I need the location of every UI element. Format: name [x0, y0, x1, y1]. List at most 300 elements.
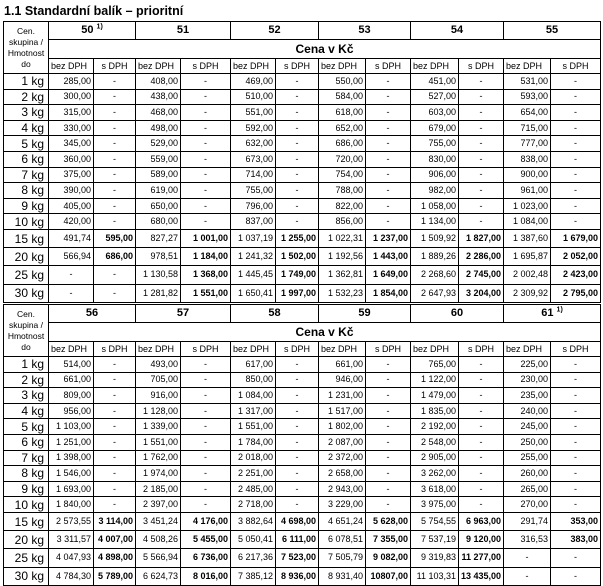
weight-label: 15 kg: [4, 229, 49, 247]
price-without-vat: 2 397,00: [136, 497, 181, 513]
price-with-vat: -: [366, 388, 411, 404]
price-without-vat: 1 479,00: [411, 388, 459, 404]
corner-label-line: Cen.: [17, 25, 35, 36]
footnote-marker: 1): [556, 306, 563, 314]
price-without-vat: 330,00: [49, 120, 94, 136]
price-without-vat: 498,00: [136, 120, 181, 136]
price-with-vat: -: [276, 481, 319, 497]
price-without-vat: 4 508,26: [136, 531, 181, 549]
price-without-vat: 493,00: [136, 357, 181, 373]
price-with-vat: -: [551, 481, 601, 497]
price-without-vat: 1 509,92: [411, 229, 459, 247]
price-with-vat: -: [94, 136, 136, 152]
weight-label: 20 kg: [4, 531, 49, 549]
corner-label-line: Cen.: [17, 308, 35, 319]
price-without-vat: 2 018,00: [231, 450, 276, 466]
price-group-label: 56: [85, 307, 99, 319]
price-with-vat: -: [276, 167, 319, 183]
price-with-vat: -: [94, 151, 136, 167]
price-group-header: [411, 305, 504, 323]
price-without-vat: 654,00: [504, 105, 551, 121]
price-with-vat: 4 898,00: [94, 549, 136, 567]
price-with-vat: 9 120,00: [459, 531, 504, 549]
price-with-vat: 2 286,00: [459, 248, 504, 266]
price-without-vat: 6 624,73: [136, 567, 181, 585]
price-with-vat: -: [181, 357, 231, 373]
price-without-vat: 900,00: [504, 167, 551, 183]
header-without-vat: bez DPH: [319, 59, 366, 74]
price-without-vat: 7 385,12: [231, 567, 276, 585]
table-row: [4, 497, 601, 513]
price-with-vat: -: [181, 214, 231, 230]
group-header-row: [4, 305, 601, 323]
price-without-vat: 2 943,00: [319, 481, 366, 497]
price-without-vat: 291,74: [504, 512, 551, 530]
price-with-vat: -: [366, 105, 411, 121]
weight-label: 25 kg: [4, 266, 49, 284]
price-group-header: [49, 22, 136, 40]
price-without-vat: 255,00: [504, 450, 551, 466]
price-without-vat: 1 023,00: [504, 198, 551, 214]
weight-label: 5 kg: [4, 419, 49, 435]
price-with-vat: 1 551,00: [181, 284, 231, 302]
price-without-vat: 1 317,00: [231, 403, 276, 419]
price-with-vat: -: [94, 105, 136, 121]
price-with-vat: -: [366, 450, 411, 466]
price-with-vat: -: [551, 466, 601, 482]
price-without-vat: 720,00: [319, 151, 366, 167]
price-without-vat: 603,00: [411, 105, 459, 121]
price-without-vat: 1 130,58: [136, 266, 181, 284]
price-with-vat: -: [366, 357, 411, 373]
corner-label: [4, 22, 49, 74]
footnote-marker: 1): [96, 23, 103, 31]
price-group-label: 55: [545, 24, 559, 36]
price-without-vat: 827,27: [136, 229, 181, 247]
price-group-label: 59: [358, 307, 371, 319]
price-with-vat: -: [459, 151, 504, 167]
price-without-vat: 1 974,00: [136, 466, 181, 482]
price-without-vat: 679,00: [411, 120, 459, 136]
price-with-vat: -: [94, 497, 136, 513]
price-with-vat: -: [459, 198, 504, 214]
price-without-vat: 550,00: [319, 74, 366, 90]
price-group-label: 50: [81, 24, 94, 36]
price-with-vat: -: [276, 105, 319, 121]
price-with-vat: -: [551, 89, 601, 105]
price-group-header: [504, 305, 601, 323]
price-with-vat: 3 204,00: [459, 284, 504, 302]
weight-label: 7 kg: [4, 450, 49, 466]
price-group-header: [504, 22, 601, 40]
price-without-vat: 1 084,00: [504, 214, 551, 230]
price-without-vat: 1 362,81: [319, 266, 366, 284]
price-with-vat: 1 502,00: [276, 248, 319, 266]
price-with-vat: 1 827,00: [459, 229, 504, 247]
price-without-vat: 469,00: [231, 74, 276, 90]
price-with-vat: -: [459, 183, 504, 199]
weight-label: 9 kg: [4, 481, 49, 497]
price-without-vat: 619,00: [136, 183, 181, 199]
price-without-vat: 1 802,00: [319, 419, 366, 435]
price-without-vat: 1 103,00: [49, 419, 94, 435]
price-with-vat: -: [459, 167, 504, 183]
price-with-vat: 2 795,00: [551, 284, 601, 302]
price-with-vat: -: [94, 167, 136, 183]
price-with-vat: -: [366, 89, 411, 105]
price-with-vat: -: [459, 74, 504, 90]
price-without-vat: 3 311,57: [49, 531, 94, 549]
price-with-vat: -: [94, 357, 136, 373]
price-without-vat: 5 566,94: [136, 549, 181, 567]
table-row: [4, 89, 601, 105]
price-without-vat: 3 975,00: [411, 497, 459, 513]
price-with-vat: 1 237,00: [366, 229, 411, 247]
price-with-vat: -: [181, 403, 231, 419]
table-row: [4, 284, 601, 302]
price-without-vat: 408,00: [136, 74, 181, 90]
price-with-vat: -: [94, 74, 136, 90]
price-with-vat: 1 255,00: [276, 229, 319, 247]
price-without-vat: 618,00: [319, 105, 366, 121]
price-with-vat: -: [551, 136, 601, 152]
price-with-vat: 1 184,00: [181, 248, 231, 266]
price-without-vat: 420,00: [49, 214, 94, 230]
price-with-vat: 6 736,00: [181, 549, 231, 567]
price-with-vat: -: [94, 183, 136, 199]
price-without-vat: 1 251,00: [49, 434, 94, 450]
price-without-vat: 1 784,00: [231, 434, 276, 450]
header-with-vat: s DPH: [181, 342, 231, 357]
corner-label-line: Hmotnost: [7, 330, 45, 341]
price-with-vat: -: [366, 198, 411, 214]
price-with-vat: -: [366, 403, 411, 419]
price-without-vat: 2 573,55: [49, 512, 94, 530]
price-with-vat: -: [459, 136, 504, 152]
price-without-vat: 1 128,00: [136, 403, 181, 419]
price-without-vat: 285,00: [49, 74, 94, 90]
header-with-vat: s DPH: [459, 342, 504, 357]
table-row: [4, 434, 601, 450]
price-with-vat: -: [276, 419, 319, 435]
price-with-vat: -: [551, 357, 601, 373]
price-with-vat: -: [366, 183, 411, 199]
corner-label-line: do: [21, 58, 31, 69]
header-with-vat: s DPH: [366, 342, 411, 357]
price-with-vat: -: [459, 434, 504, 450]
price-without-vat: 360,00: [49, 151, 94, 167]
price-header: Cena v Kč: [49, 40, 601, 59]
price-with-vat: -: [459, 403, 504, 419]
price-with-vat: -: [459, 105, 504, 121]
price-header: Cena v Kč: [49, 323, 601, 342]
price-without-vat: 850,00: [231, 372, 276, 388]
price-with-vat: -: [181, 105, 231, 121]
price-without-vat: 830,00: [411, 151, 459, 167]
price-without-vat: -: [504, 549, 551, 567]
price-without-vat: 405,00: [49, 198, 94, 214]
header-without-vat: bez DPH: [504, 59, 551, 74]
price-without-vat: 451,00: [411, 74, 459, 90]
price-with-vat: 8 016,00: [181, 567, 231, 585]
price-with-vat: -: [551, 105, 601, 121]
price-without-vat: 270,00: [504, 497, 551, 513]
price-without-vat: 796,00: [231, 198, 276, 214]
price-without-vat: 7 505,79: [319, 549, 366, 567]
table-row: [4, 419, 601, 435]
price-without-vat: 837,00: [231, 214, 276, 230]
price-with-vat: -: [551, 214, 601, 230]
price-without-vat: 2 485,00: [231, 481, 276, 497]
price-with-vat: -: [94, 89, 136, 105]
price-without-vat: 956,00: [49, 403, 94, 419]
price-without-vat: 652,00: [319, 120, 366, 136]
price-without-vat: 1 134,00: [411, 214, 459, 230]
price-with-vat: -: [551, 549, 601, 567]
price-header-row: [4, 323, 601, 342]
price-with-vat: 3 114,00: [94, 512, 136, 530]
price-without-vat: 235,00: [504, 388, 551, 404]
price-with-vat: 4 007,00: [94, 531, 136, 549]
price-with-vat: -: [459, 450, 504, 466]
price-group-label: 58: [268, 307, 281, 319]
weight-label: 8 kg: [4, 466, 49, 482]
price-with-vat: 9 082,00: [366, 549, 411, 567]
price-without-vat: 2 647,93: [411, 284, 459, 302]
price-with-vat: -: [551, 183, 601, 199]
price-with-vat: -: [181, 497, 231, 513]
header-without-vat: bez DPH: [49, 342, 94, 357]
price-with-vat: -: [551, 419, 601, 435]
price-with-vat: 13 435,00: [459, 567, 504, 585]
price-with-vat: 5 789,00: [94, 567, 136, 585]
weight-label: 10 kg: [4, 214, 49, 230]
price-group-header: [231, 22, 319, 40]
price-group-label: 53: [358, 24, 371, 36]
price-with-vat: -: [181, 481, 231, 497]
price-without-vat: 1 546,00: [49, 466, 94, 482]
price-without-vat: 300,00: [49, 89, 94, 105]
price-with-vat: -: [459, 89, 504, 105]
price-without-vat: 260,00: [504, 466, 551, 482]
price-with-vat: -: [276, 434, 319, 450]
price-with-vat: -: [94, 434, 136, 450]
price-with-vat: -: [459, 214, 504, 230]
price-group-label: 57: [176, 307, 190, 319]
price-without-vat: 1 889,26: [411, 248, 459, 266]
price-without-vat: 1 387,60: [504, 229, 551, 247]
price-without-vat: 265,00: [504, 481, 551, 497]
price-group-label: 54: [450, 24, 464, 36]
price-without-vat: 551,00: [231, 105, 276, 121]
price-without-vat: 680,00: [136, 214, 181, 230]
price-without-vat: 1 695,87: [504, 248, 551, 266]
weight-label: 2 kg: [4, 89, 49, 105]
weight-label: 9 kg: [4, 198, 49, 214]
price-with-vat: -: [551, 151, 601, 167]
price-without-vat: 2 185,00: [136, 481, 181, 497]
price-with-vat: -: [181, 419, 231, 435]
weight-label: 1 kg: [4, 357, 49, 373]
table-row: [4, 549, 601, 567]
price-with-vat: -: [366, 466, 411, 482]
price-without-vat: 2 309,92: [504, 284, 551, 302]
header-without-vat: bez DPH: [231, 59, 276, 74]
price-with-vat: -: [276, 450, 319, 466]
weight-label: 1 kg: [4, 74, 49, 90]
price-without-vat: 715,00: [504, 120, 551, 136]
price-header-row: [4, 40, 601, 59]
price-without-vat: 315,00: [49, 105, 94, 121]
price-with-vat: -: [551, 388, 601, 404]
price-without-vat: 754,00: [319, 167, 366, 183]
price-table-2: [3, 304, 601, 586]
table-row: [4, 198, 601, 214]
price-with-vat: -: [94, 372, 136, 388]
table-row: [4, 105, 601, 121]
price-without-vat: 5 050,41: [231, 531, 276, 549]
price-without-vat: 345,00: [49, 136, 94, 152]
price-with-vat: -: [276, 357, 319, 373]
price-without-vat: 1 037,19: [231, 229, 276, 247]
price-without-vat: 856,00: [319, 214, 366, 230]
price-with-vat: -: [459, 357, 504, 373]
price-with-vat: -: [551, 497, 601, 513]
header-without-vat: bez DPH: [319, 342, 366, 357]
price-without-vat: 3 618,00: [411, 481, 459, 497]
price-without-vat: 2 192,00: [411, 419, 459, 435]
price-with-vat: -: [551, 403, 601, 419]
weight-label: 3 kg: [4, 105, 49, 121]
price-table-1: [3, 21, 601, 303]
price-without-vat: -: [49, 266, 94, 284]
price-with-vat: -: [551, 372, 601, 388]
price-with-vat: 686,00: [94, 248, 136, 266]
price-with-vat: -: [94, 450, 136, 466]
price-without-vat: 632,00: [231, 136, 276, 152]
price-with-vat: -: [181, 372, 231, 388]
price-without-vat: 809,00: [49, 388, 94, 404]
weight-label: 4 kg: [4, 403, 49, 419]
price-with-vat: 6 111,00: [276, 531, 319, 549]
price-without-vat: 4 047,93: [49, 549, 94, 567]
price-without-vat: 822,00: [319, 198, 366, 214]
header-with-vat: s DPH: [94, 59, 136, 74]
price-without-vat: 2 372,00: [319, 450, 366, 466]
table-row: [4, 136, 601, 152]
price-without-vat: 788,00: [319, 183, 366, 199]
header-with-vat: s DPH: [276, 342, 319, 357]
price-without-vat: 316,53: [504, 531, 551, 549]
price-without-vat: 592,00: [231, 120, 276, 136]
price-with-vat: 8 936,00: [276, 567, 319, 585]
price-with-vat: 1 854,00: [366, 284, 411, 302]
price-without-vat: 6 217,36: [231, 549, 276, 567]
price-without-vat: 1 532,23: [319, 284, 366, 302]
price-without-vat: 906,00: [411, 167, 459, 183]
corner-label-line: Hmotnost: [7, 47, 45, 58]
price-with-vat: -: [181, 466, 231, 482]
price-with-vat: -: [181, 120, 231, 136]
weight-label: 4 kg: [4, 120, 49, 136]
price-with-vat: -: [94, 388, 136, 404]
price-without-vat: 6 078,51: [319, 531, 366, 549]
price-without-vat: 225,00: [504, 357, 551, 373]
header-without-vat: bez DPH: [411, 59, 459, 74]
price-with-vat: -: [551, 120, 601, 136]
price-without-vat: 1 835,00: [411, 403, 459, 419]
price-with-vat: -: [181, 388, 231, 404]
price-group-label: 60: [450, 307, 464, 319]
price-without-vat: 661,00: [319, 357, 366, 373]
price-with-vat: -: [276, 403, 319, 419]
header-with-vat: s DPH: [181, 59, 231, 74]
price-with-vat: -: [181, 183, 231, 199]
price-with-vat: -: [551, 450, 601, 466]
tax-header-row: [4, 59, 601, 74]
price-without-vat: 2 658,00: [319, 466, 366, 482]
price-without-vat: 661,00: [49, 372, 94, 388]
price-without-vat: 1 339,00: [136, 419, 181, 435]
price-without-vat: 468,00: [136, 105, 181, 121]
header-without-vat: bez DPH: [49, 59, 94, 74]
price-without-vat: 2 548,00: [411, 434, 459, 450]
price-with-vat: -: [276, 214, 319, 230]
price-without-vat: 1 840,00: [49, 497, 94, 513]
price-with-vat: -: [94, 403, 136, 419]
price-with-vat: -: [94, 120, 136, 136]
price-with-vat: 2 745,00: [459, 266, 504, 284]
corner-label: [4, 305, 49, 357]
price-without-vat: 230,00: [504, 372, 551, 388]
header-without-vat: bez DPH: [136, 342, 181, 357]
price-with-vat: -: [459, 466, 504, 482]
price-without-vat: 982,00: [411, 183, 459, 199]
table-row: [4, 357, 601, 373]
table-row: [4, 388, 601, 404]
group-header-row: [4, 22, 601, 40]
price-with-vat: -: [366, 214, 411, 230]
table-row: [4, 214, 601, 230]
price-with-vat: -: [551, 198, 601, 214]
price-with-vat: -: [181, 434, 231, 450]
price-without-vat: 2 718,00: [231, 497, 276, 513]
price-with-vat: -: [94, 214, 136, 230]
price-without-vat: 3 262,00: [411, 466, 459, 482]
price-without-vat: 961,00: [504, 183, 551, 199]
price-with-vat: -: [366, 434, 411, 450]
price-without-vat: 4 784,30: [49, 567, 94, 585]
weight-label: 6 kg: [4, 151, 49, 167]
price-with-vat: -: [276, 89, 319, 105]
price-with-vat: -: [459, 419, 504, 435]
header-with-vat: s DPH: [276, 59, 319, 74]
weight-label: 5 kg: [4, 136, 49, 152]
price-group-label: 61: [541, 307, 554, 319]
page-title: 1.1 Standardní balík – prioritní: [4, 4, 184, 18]
price-without-vat: 1 192,56: [319, 248, 366, 266]
price-without-vat: 8 931,40: [319, 567, 366, 585]
price-with-vat: -: [181, 151, 231, 167]
price-with-vat: -: [94, 284, 136, 302]
price-with-vat: -: [459, 497, 504, 513]
price-with-vat: -: [181, 198, 231, 214]
price-without-vat: 593,00: [504, 89, 551, 105]
price-without-vat: 838,00: [504, 151, 551, 167]
table-row: [4, 229, 601, 247]
price-without-vat: 2 087,00: [319, 434, 366, 450]
price-group-label: 52: [268, 24, 281, 36]
